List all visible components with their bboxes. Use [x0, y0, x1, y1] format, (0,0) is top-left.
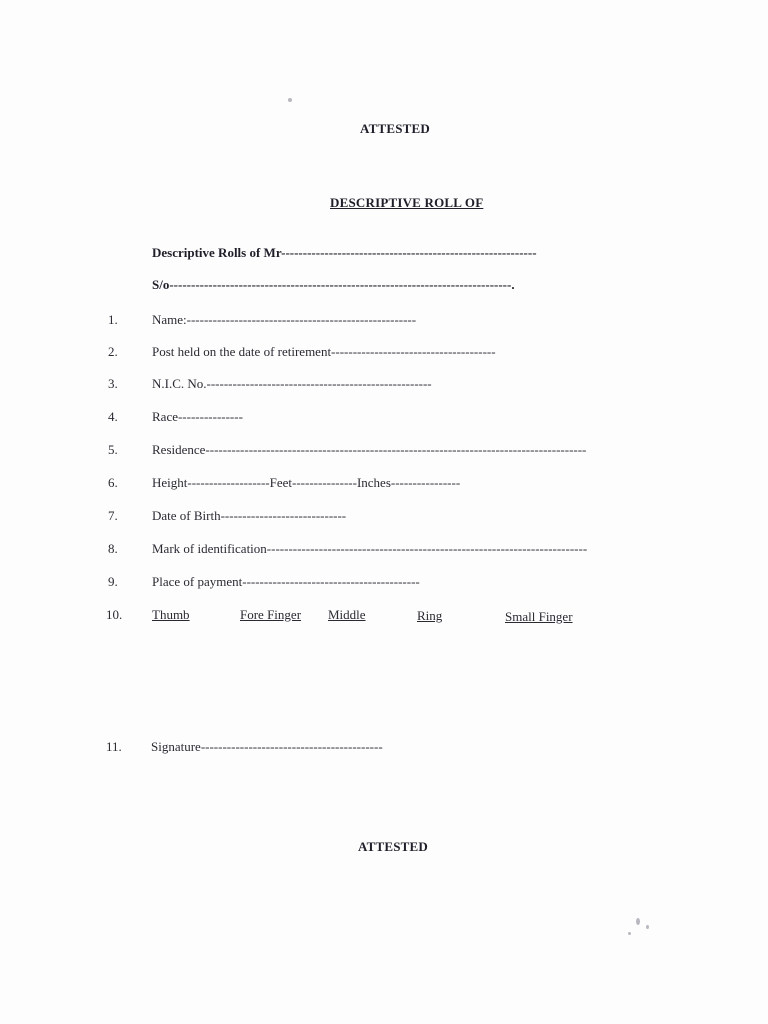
nic-field-line: N.I.C. No.----------------------------------------------------: [152, 376, 432, 391]
item-number: 5.: [108, 442, 118, 457]
item-number: 11.: [106, 739, 122, 754]
item-number: 6.: [108, 475, 118, 490]
intro-son-of-line: S/o-------------------------------------------------------------------------------.: [152, 277, 515, 292]
bottom-attested-heading: ATTESTED: [358, 839, 428, 854]
height-field-line: Height-------------------Feet---------------Inches----------------: [152, 475, 461, 490]
place-of-payment-field-line: Place of payment-----------------------------------------: [152, 574, 420, 589]
item-number: 2.: [108, 344, 118, 359]
document-title: DESCRIPTIVE ROLL OF: [330, 195, 484, 210]
scan-speck: [636, 918, 640, 925]
item-number: 4.: [108, 409, 118, 424]
scan-speck: [646, 925, 649, 929]
scan-speck: [628, 932, 631, 935]
date-of-birth-field-line: Date of Birth-----------------------------: [152, 508, 347, 523]
item-number: 7.: [108, 508, 118, 523]
fore-finger-label: Fore Finger: [240, 607, 302, 622]
item-number: 10.: [106, 607, 123, 622]
small-finger-label: Small Finger: [505, 609, 573, 624]
top-attested-heading: ATTESTED: [360, 121, 430, 136]
post-held-field-line: Post held on the date of retirement--------------------------------------: [152, 344, 496, 359]
residence-field-line: Residence----------------------------------------------------------------------------------------: [152, 442, 587, 457]
scan-speck: [288, 98, 292, 102]
item-number: 8.: [108, 541, 118, 556]
middle-finger-label: Middle: [328, 607, 366, 622]
item-number: 3.: [108, 376, 118, 391]
item-number: 1.: [108, 312, 118, 327]
name-field-line: Name:-----------------------------------------------------: [152, 312, 417, 327]
thumb-label: Thumb: [152, 607, 190, 622]
intro-descriptive-rolls-line: Descriptive Rolls of Mr-----------------------------------------------------------: [152, 245, 537, 260]
race-field-line: Race---------------: [152, 409, 243, 424]
ring-finger-label: Ring: [417, 608, 443, 623]
signature-field-line: Signature------------------------------------------: [151, 739, 383, 754]
item-number: 9.: [108, 574, 118, 589]
identification-mark-field-line: Mark of identification--------------------------------------------------------------------------: [152, 541, 588, 556]
